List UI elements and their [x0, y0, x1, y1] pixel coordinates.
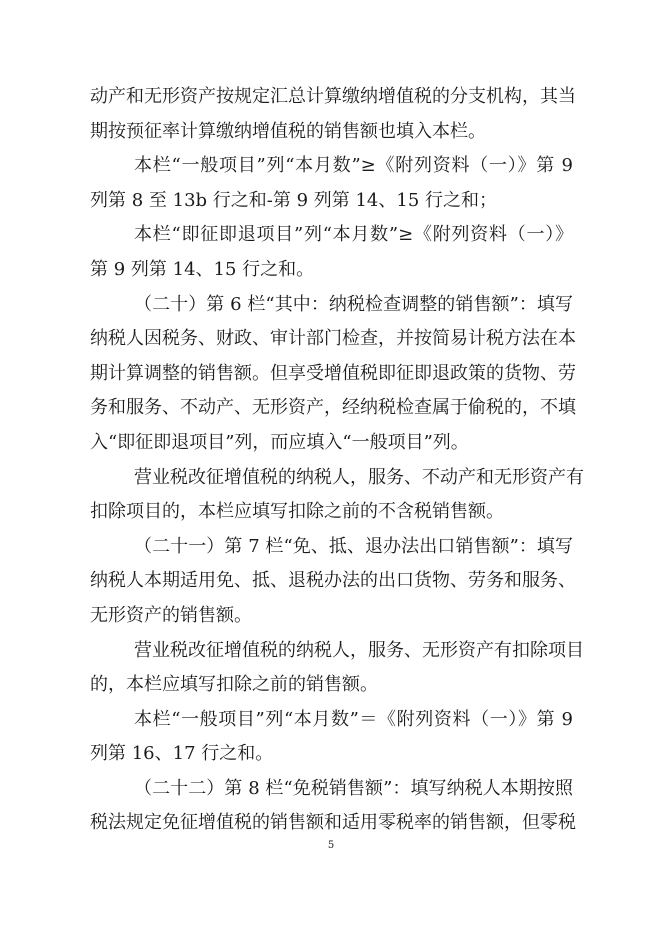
- text-line: 动产和无形资产按规定汇总计算缴纳增值税的分支机构，其当: [90, 86, 576, 107]
- text-line: 本栏“一般项目”列“本月数”＝《附列资料（一）》第 9: [134, 708, 573, 730]
- text-line: 无形资产的销售额。: [90, 604, 252, 626]
- text-line: 扣除项目的，本栏应填写扣除之前的不含税销售额。: [90, 501, 504, 523]
- paragraph: [90, 703, 573, 772]
- text-line: 务和服务、不动产、无形资产，经纳税检查属于偷税的，不填: [90, 397, 576, 419]
- page-number: 5: [327, 840, 335, 851]
- text-line: 期按预征率计算缴纳增值税的销售额也填入本栏。: [90, 120, 486, 142]
- text-line: 税法规定免征增值税的销售额和适用零税率的销售额，但零税: [90, 812, 576, 834]
- text-line: 列第 16、17 行之和。: [90, 743, 274, 765]
- text-line: 营业税改征增值税的纳税人，服务、不动产和无形资产有: [134, 466, 584, 488]
- text-line: （二十二）第 8 栏“免税销售额”：填写纳税人本期按照: [134, 777, 573, 799]
- text-line: 纳税人本期适用免、抵、退税办法的出口货物、劳务和服务、: [90, 570, 576, 592]
- text-line: 本栏“即征即退项目”列“本月数”≥《附列资料（一）》: [134, 224, 573, 246]
- text-line: 营业税改征增值税的纳税人，服务、无形资产有扣除项目: [134, 639, 584, 661]
- paragraph: [90, 149, 573, 218]
- text-line: （二十一）第 7 栏“免、抵、退办法出口销售额”：填写: [134, 535, 573, 557]
- text-line: 的，本栏应填写扣除之前的销售额。: [90, 674, 378, 696]
- text-line: 第 9 列第 14、15 行之和。: [90, 258, 315, 280]
- paragraph: [90, 288, 576, 461]
- document-body: [90, 80, 584, 841]
- paragraph: [90, 80, 576, 149]
- text-line: 本栏“一般项目”列“本月数”≥《附列资料（一）》第 9: [134, 155, 573, 177]
- paragraph: [90, 634, 584, 703]
- text-line: （二十）第 6 栏“其中：纳税检查调整的销售额”：填写: [134, 293, 573, 315]
- paragraph: [90, 530, 576, 634]
- paragraph: [90, 461, 584, 530]
- text-line: 列第 8 至 13b 行之和-第 9 列第 14、15 行之和；: [90, 189, 497, 211]
- paragraph: [90, 772, 576, 841]
- paragraph: [90, 218, 573, 287]
- text-line: 入“即征即退项目”列，而应填入“一般项目”列。: [90, 431, 469, 453]
- text-line: 纳税人因税务、财政、审计部门检查，并按简易计税方法在本: [90, 328, 576, 350]
- text-line: 期计算调整的销售额。但享受增值税即征即退政策的货物、劳: [90, 362, 576, 384]
